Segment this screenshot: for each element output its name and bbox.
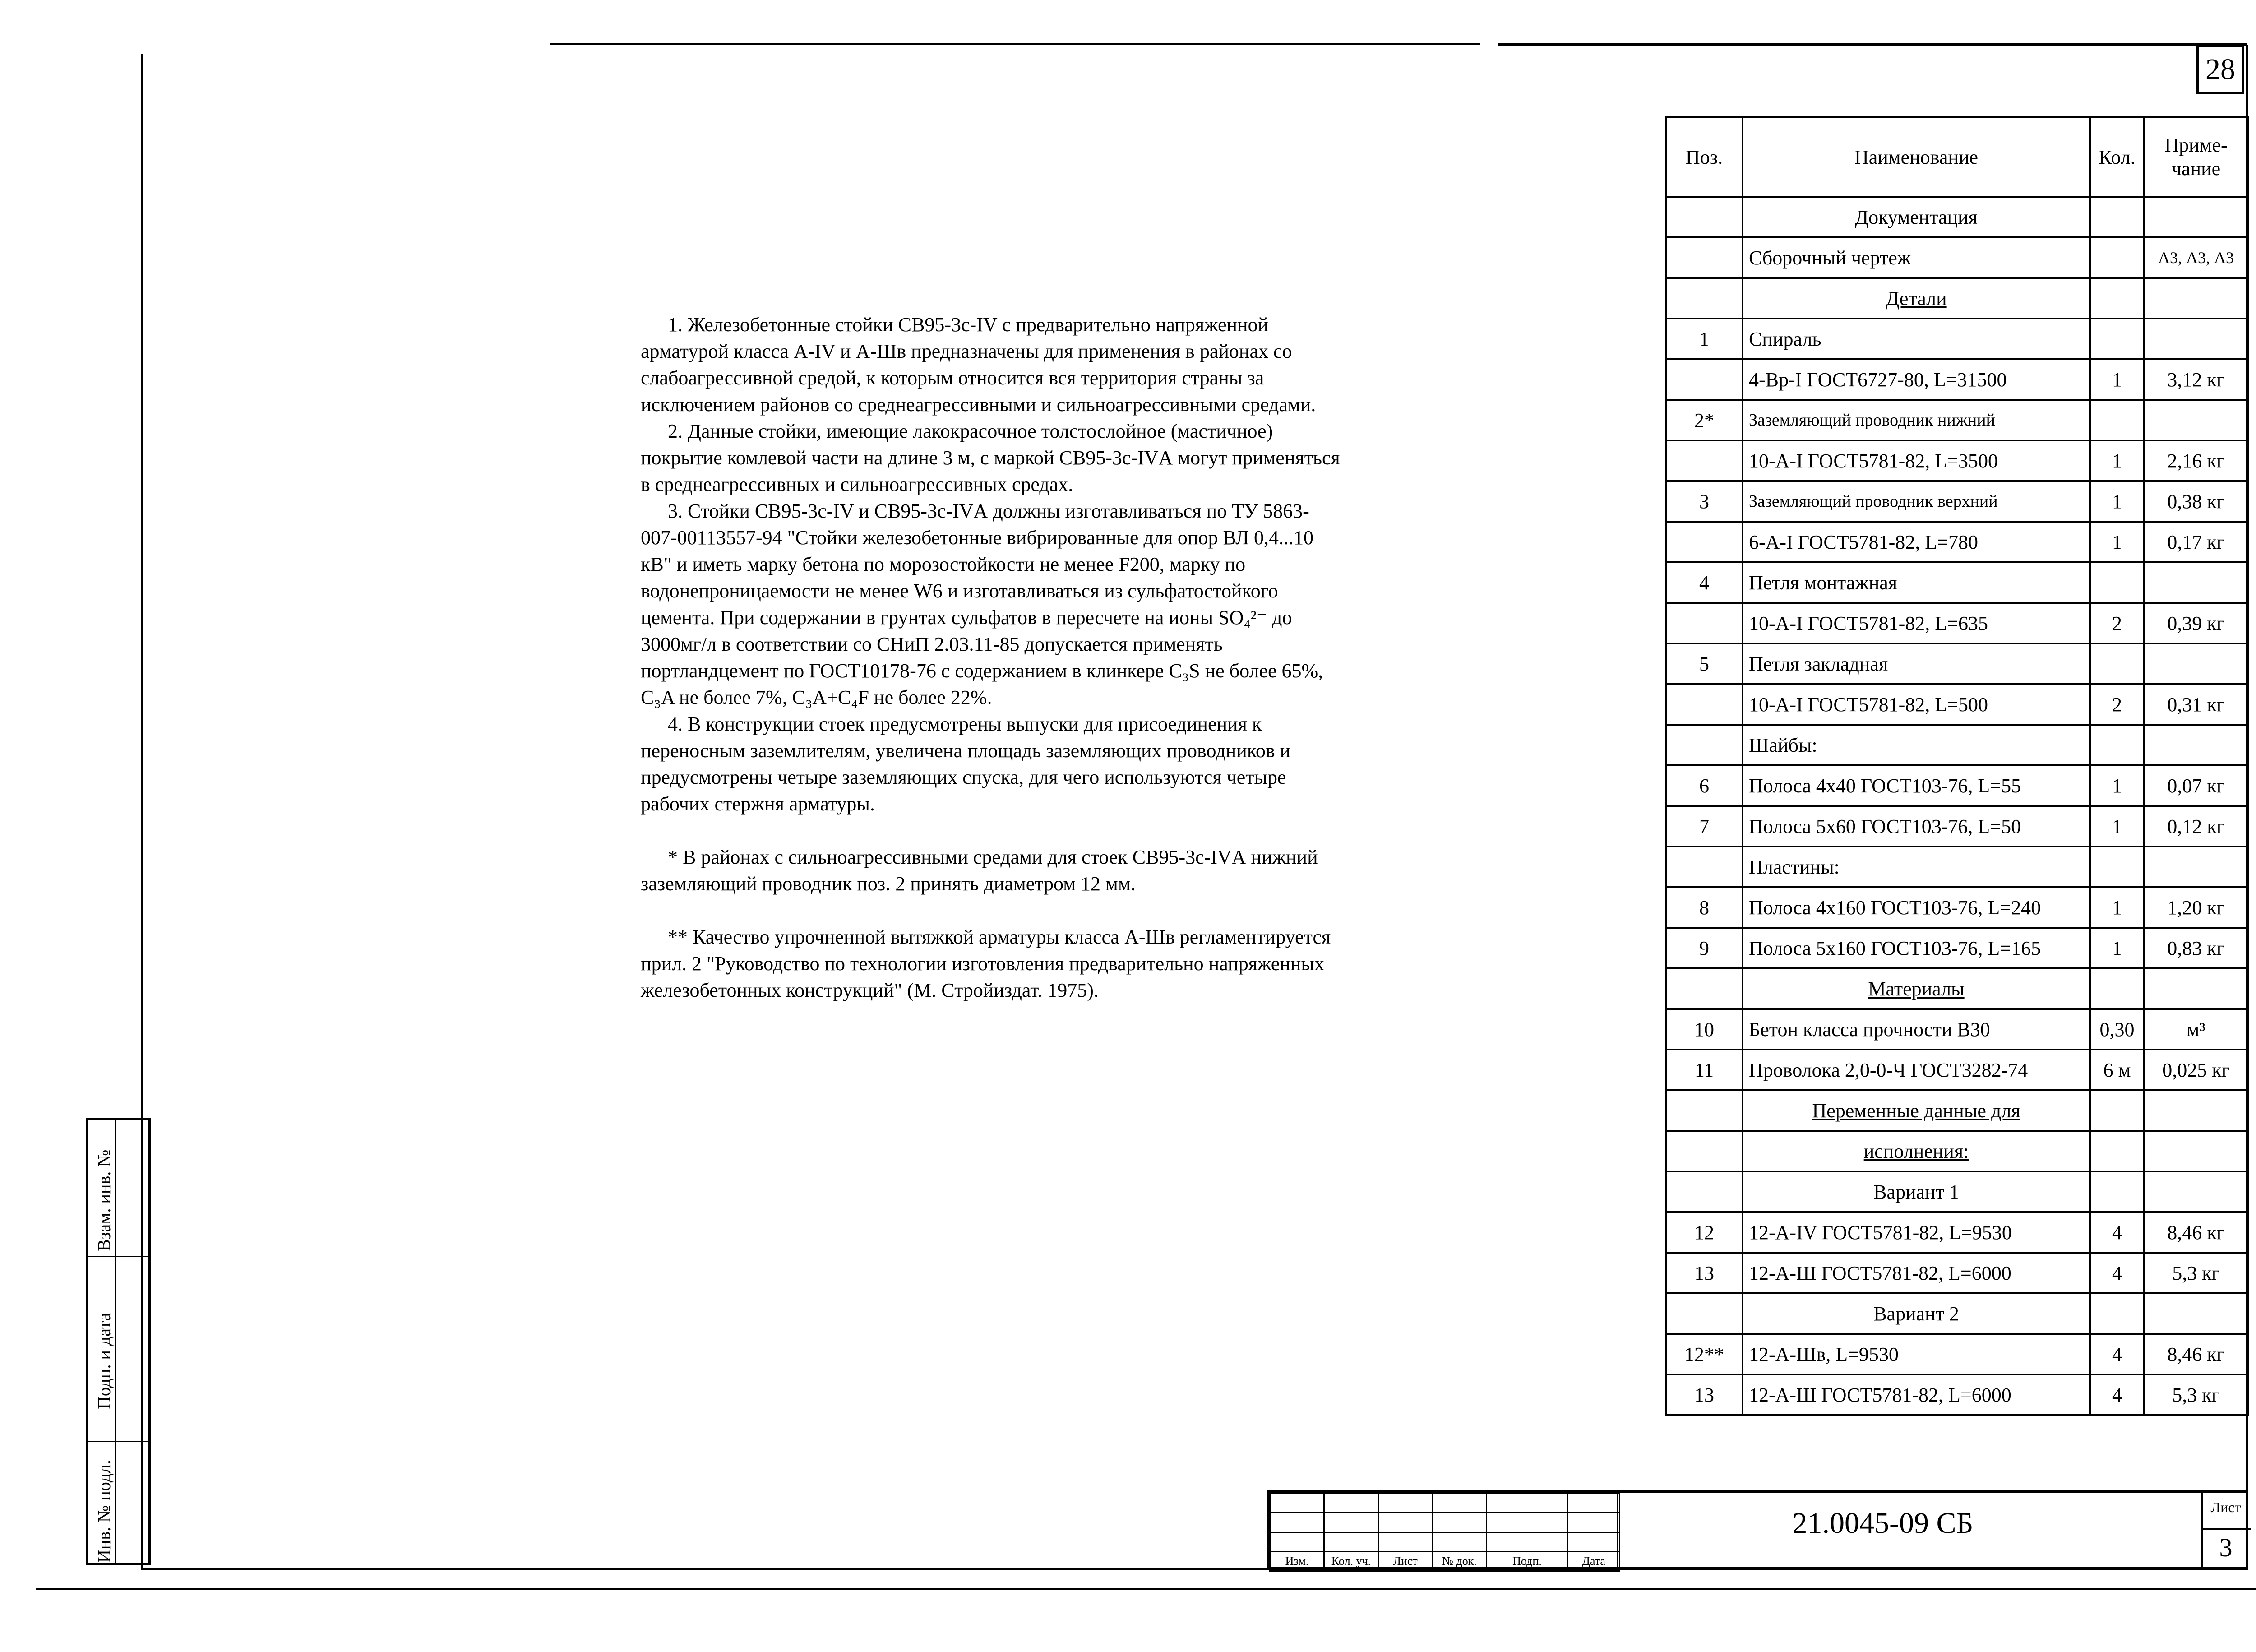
row-name: Полоса 5х60 ГОСТ103-76, L=50 (1743, 806, 2090, 847)
table-row (1666, 278, 2248, 319)
row-qty (2090, 278, 2144, 319)
row-name: 12-А-Ш ГОСТ5781-82, L=6000 (1743, 1253, 2090, 1293)
row-name: Бетон класса прочности В30 (1743, 1009, 2090, 1050)
row-pos: 12** (1666, 1334, 1743, 1374)
label-podp: Подп. (1487, 1552, 1568, 1571)
row-pos (1666, 237, 1743, 278)
row-qty (2090, 968, 2144, 1009)
row-note (2144, 1131, 2248, 1171)
row-name: 6-А-I ГОСТ5781-82, L=780 (1743, 522, 2090, 562)
row-pos (1666, 603, 1743, 643)
table-row (1666, 1212, 2248, 1253)
row-note (2144, 1171, 2248, 1212)
table-row (1666, 1334, 2248, 1374)
row-qty: 2 (2090, 684, 2144, 725)
table-row (1666, 1050, 2248, 1090)
row-note: 0,39 кг (2144, 603, 2248, 643)
revision-grid (1269, 1493, 1620, 1572)
row-name: 10-А-I ГОСТ5781-82, L=3500 (1743, 440, 2090, 481)
table-row (1666, 440, 2248, 481)
row-name: Заземляющий проводник нижний (1743, 400, 2090, 440)
row-note: 0,12 кг (2144, 806, 2248, 847)
sheet-number: 28 (2196, 45, 2244, 94)
table-row (1666, 603, 2248, 643)
row-name: Полоса 5х160 ГОСТ103-76, L=165 (1743, 928, 2090, 968)
row-name: 12-А-Шв, L=9530 (1743, 1334, 2090, 1374)
table-row (1666, 887, 2248, 928)
row-qty: 1 (2090, 359, 2144, 400)
row-name: 10-А-I ГОСТ5781-82, L=635 (1743, 603, 2090, 643)
label-izm: Изм. (1270, 1552, 1324, 1571)
table-row (1666, 400, 2248, 440)
row-qty: 1 (2090, 522, 2144, 562)
row-name: Полоса 4х40 ГОСТ103-76, L=55 (1743, 765, 2090, 806)
row-pos: 12 (1666, 1212, 1743, 1253)
table-row (1666, 1374, 2248, 1415)
stamp-sign-date: Подп. и дата (94, 1313, 114, 1409)
row-pos: 13 (1666, 1253, 1743, 1293)
note-2: 2. Данные стойки, имеющие лакокрасочное толстослойное (мастичное) покрытие комлевой части на длине 3 м, с маркой СВ95-3с-IVА могут применяться в среднеагрессивных и сильноагрессивных средах. (641, 420, 1340, 495)
row-pos (1666, 1293, 1743, 1334)
table-row (1666, 319, 2248, 359)
row-note: 0,83 кг (2144, 928, 2248, 968)
row-pos: 5 (1666, 643, 1743, 684)
row-qty: 4 (2090, 1374, 2144, 1415)
row-pos (1666, 847, 1743, 887)
row-name: Петля монтажная (1743, 562, 2090, 603)
row-pos (1666, 359, 1743, 400)
row-pos (1666, 684, 1743, 725)
row-note: 0,38 кг (2144, 481, 2248, 522)
row-name: Полоса 4х160 ГОСТ103-76, L=240 (1743, 887, 2090, 928)
row-pos (1666, 522, 1743, 562)
header-name: Наименование (1743, 117, 2090, 197)
row-qty: 2 (2090, 603, 2144, 643)
row-note (2144, 968, 2248, 1009)
row-qty: 4 (2090, 1253, 2144, 1293)
table-row (1666, 359, 2248, 400)
table-row (1666, 1131, 2248, 1171)
row-name: 12-А-Ш ГОСТ5781-82, L=6000 (1743, 1374, 2090, 1415)
row-qty: 1 (2090, 806, 2144, 847)
notes-block (641, 311, 1345, 1004)
row-qty: 4 (2090, 1212, 2144, 1253)
row-name: Переменные данные для (1743, 1090, 2090, 1131)
header-pos: Поз. (1666, 117, 1743, 197)
top-border-left (550, 43, 1480, 45)
note-4: 4. В конструкции стоек предусмотрены выпуски для присоединения к переносным заземлителям, увеличена площадь заземляющих проводников и предусмотрены четыре заземляющих спуска, для чего используются четыре рабочих стержня арматуры. (641, 713, 1291, 815)
row-note: 8,46 кг (2144, 1334, 2248, 1374)
row-pos: 10 (1666, 1009, 1743, 1050)
row-note (2144, 319, 2248, 359)
row-pos (1666, 1171, 1743, 1212)
row-note: 0,31 кг (2144, 684, 2248, 725)
row-qty: 1 (2090, 887, 2144, 928)
label-date: Дата (1568, 1552, 1620, 1571)
stamp-replace-inv: Взам. инв. № (94, 1149, 114, 1251)
row-name: 10-А-I ГОСТ5781-82, L=500 (1743, 684, 2090, 725)
row-name: 4-Вр-I ГОСТ6727-80, L=31500 (1743, 359, 2090, 400)
row-name: Материалы (1743, 968, 2090, 1009)
specification-table (1665, 116, 2249, 1416)
table-header-row (1666, 117, 2248, 197)
row-name: Документация (1743, 197, 2090, 237)
row-note: 1,20 кг (2144, 887, 2248, 928)
row-note (2144, 1090, 2248, 1131)
row-note (2144, 725, 2248, 765)
header-qty: Кол. (2090, 117, 2144, 197)
row-pos: 1 (1666, 319, 1743, 359)
table-row (1666, 562, 2248, 603)
note-footnote-1: * В районах с сильноагрессивными средами для стоек СВ95-3с-IVА нижний заземляющий проводник поз. 2 принять диаметром 12 мм. (641, 846, 1318, 895)
row-qty (2090, 319, 2144, 359)
row-name: Заземляющий проводник верхний (1743, 481, 2090, 522)
row-note (2144, 643, 2248, 684)
row-name: Детали (1743, 278, 2090, 319)
row-note: 8,46 кг (2144, 1212, 2248, 1253)
row-qty (2090, 1090, 2144, 1131)
row-qty (2090, 1171, 2144, 1212)
row-name: Шайбы: (1743, 725, 2090, 765)
row-name: Петля закладная (1743, 643, 2090, 684)
table-row (1666, 197, 2248, 237)
row-qty: 1 (2090, 765, 2144, 806)
row-qty (2090, 847, 2144, 887)
row-qty: 1 (2090, 481, 2144, 522)
table-row (1666, 847, 2248, 887)
row-pos (1666, 1131, 1743, 1171)
row-pos (1666, 278, 1743, 319)
row-pos: 9 (1666, 928, 1743, 968)
row-pos (1666, 725, 1743, 765)
row-note: 0,025 кг (2144, 1050, 2248, 1090)
table-row (1666, 765, 2248, 806)
row-qty (2090, 400, 2144, 440)
row-name: 12-А-IV ГОСТ5781-82, L=9530 (1743, 1212, 2090, 1253)
row-name: Вариант 2 (1743, 1293, 2090, 1334)
table-row (1666, 928, 2248, 968)
row-note: 0,17 кг (2144, 522, 2248, 562)
table-row (1666, 237, 2248, 278)
row-pos (1666, 968, 1743, 1009)
label-list: Лист (1378, 1552, 1433, 1571)
table-row (1666, 806, 2248, 847)
row-qty: 1 (2090, 928, 2144, 968)
row-qty (2090, 1131, 2144, 1171)
row-note: м³ (2144, 1009, 2248, 1050)
row-pos: 13 (1666, 1374, 1743, 1415)
row-qty: 4 (2090, 1334, 2144, 1374)
row-pos (1666, 197, 1743, 237)
row-qty: 1 (2090, 440, 2144, 481)
row-name: Вариант 1 (1743, 1171, 2090, 1212)
row-pos: 7 (1666, 806, 1743, 847)
document-designation: 21.0045-09 СБ (1792, 1507, 1974, 1540)
table-row (1666, 643, 2248, 684)
table-row (1666, 1171, 2248, 1212)
row-note: А3, А3, А3 (2144, 237, 2248, 278)
bottom-line (36, 1588, 2256, 1590)
row-qty: 6 м (2090, 1050, 2144, 1090)
row-note: 0,07 кг (2144, 765, 2248, 806)
row-note: 3,12 кг (2144, 359, 2248, 400)
row-name: Проволока 2,0-0-Ч ГОСТ3282-74 (1743, 1050, 2090, 1090)
stamp-inv-orig: Инв. № подл. (94, 1460, 114, 1563)
top-border-right (1498, 43, 2247, 46)
table-row (1666, 1253, 2248, 1293)
row-note: 5,3 кг (2144, 1253, 2248, 1293)
side-stamp (86, 1118, 151, 1565)
row-qty (2090, 562, 2144, 603)
row-name: Спираль (1743, 319, 2090, 359)
note-3: 3. Стойки СВ95-3с-IV и СВ95-3с-IVА должны изготавливаться по ТУ 5863-007-00113557-94 "Стойки железобетонные вибрированные для опор ВЛ 0,4...10 кВ" и иметь марку бетона по морозостойкости не менее F200, марку по водонепроницаемости не менее W6 и изготавливаться из сульфатостойкого цемента. При содержании в грунтах сульфатов в пересчете на ионы SO₄²⁻ до 3000мг/л в соответствии со СНиП 2.03.11-85 допускается применять портландцемент по ГОСТ10178-76 с содержанием в клинкере C₃S не более 65%, C₃A не более 7%, C₃A+C₄F не более 22%. (641, 500, 1323, 708)
row-pos: 11 (1666, 1050, 1743, 1090)
row-pos: 4 (1666, 562, 1743, 603)
table-row (1666, 481, 2248, 522)
row-pos: 8 (1666, 887, 1743, 928)
label-kol-uch: Кол. уч. (1324, 1552, 1378, 1571)
table-row (1666, 968, 2248, 1009)
row-pos: 6 (1666, 765, 1743, 806)
label-doc-no: № док. (1433, 1552, 1487, 1571)
row-qty: 0,30 (2090, 1009, 2144, 1050)
table-row (1666, 684, 2248, 725)
row-note: 2,16 кг (2144, 440, 2248, 481)
header-note: Приме-чание (2144, 117, 2248, 197)
table-row (1666, 1090, 2248, 1131)
row-note (2144, 1293, 2248, 1334)
row-name: Сборочный чертеж (1743, 237, 2090, 278)
table-row (1666, 1293, 2248, 1334)
sheet-value: 3 (2219, 1533, 2233, 1562)
row-note (2144, 278, 2248, 319)
row-note (2144, 562, 2248, 603)
title-block (1267, 1490, 2248, 1569)
sheet-label: Лист (2210, 1499, 2241, 1515)
row-pos (1666, 1090, 1743, 1131)
row-qty (2090, 237, 2144, 278)
row-note (2144, 400, 2248, 440)
row-qty (2090, 197, 2144, 237)
row-pos: 2* (1666, 400, 1743, 440)
table-row (1666, 725, 2248, 765)
table-row (1666, 1009, 2248, 1050)
row-qty (2090, 1293, 2144, 1334)
row-name: Пластины: (1743, 847, 2090, 887)
row-pos: 3 (1666, 481, 1743, 522)
row-qty (2090, 725, 2144, 765)
row-name: исполнения: (1743, 1131, 2090, 1171)
note-1: 1. Железобетонные стойки СВ95-3с-IV с предварительно напряженной арматурой класса А-IV и А-Шв предназначены для применения в районах со слабоагрессивной средой, к которым относится вся территория страны за исключением районов со среднеагрессивными и сильноагрессивными средами. (641, 314, 1316, 416)
row-note: 5,3 кг (2144, 1374, 2248, 1415)
row-pos (1666, 440, 1743, 481)
row-note (2144, 197, 2248, 237)
row-note (2144, 847, 2248, 887)
row-qty (2090, 643, 2144, 684)
table-row (1666, 522, 2248, 562)
note-footnote-2: ** Качество упрочненной вытяжкой арматуры класса А-Шв регламентируется прил. 2 "Руководство по технологии изготовления предварительно напряженных железобетонных конструкций" (М. Стройиздат. 1975). (641, 926, 1331, 1001)
